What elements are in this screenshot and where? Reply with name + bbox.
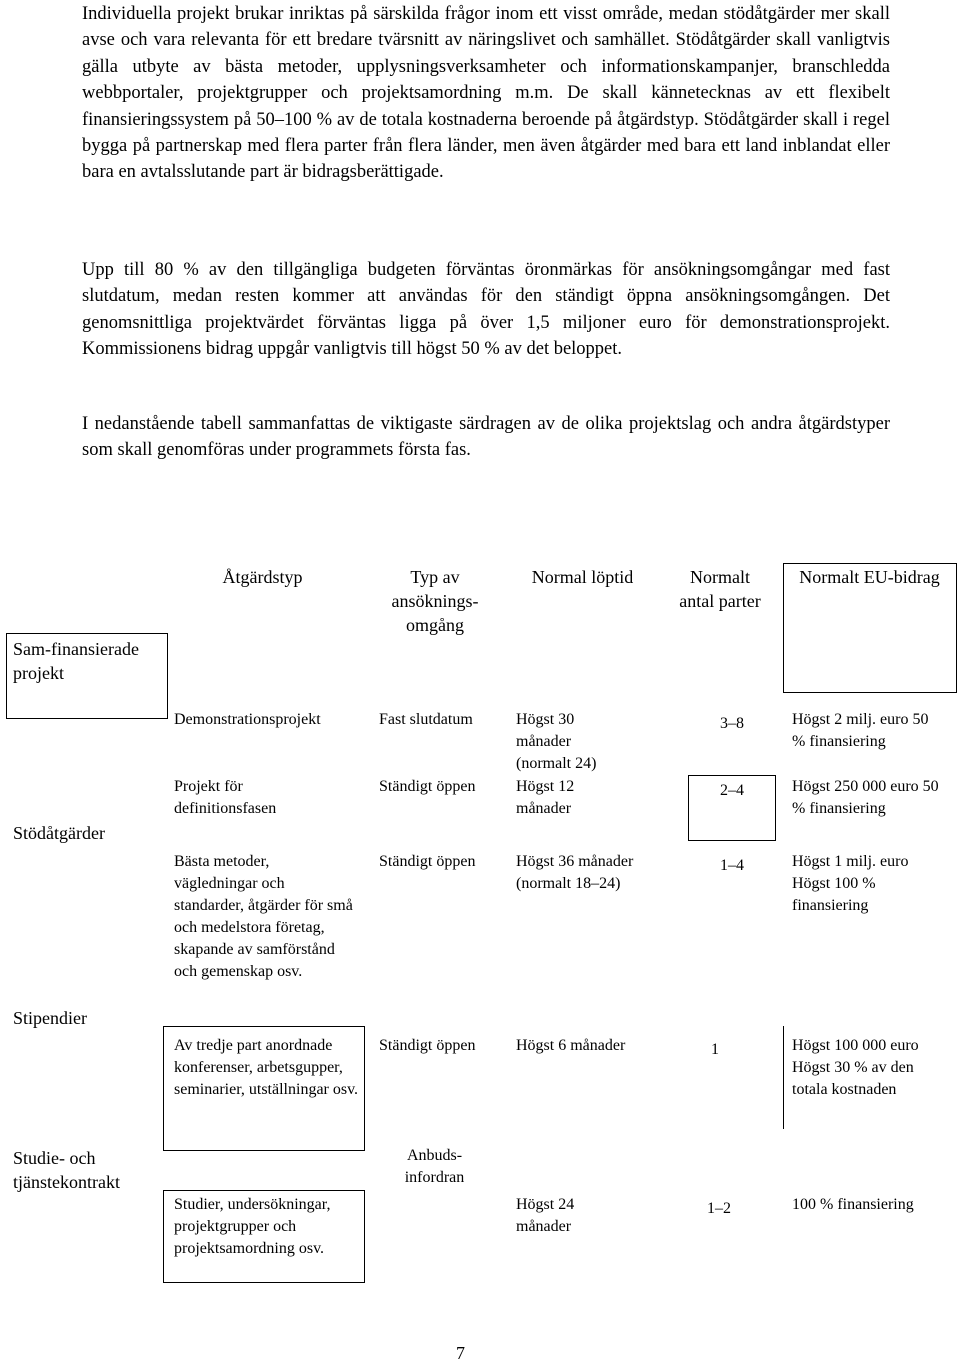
paragraph-table-intro: I nedanstående tabell sammanfattas de viktigaste särdragen av de olika projektslag och andra åtgärdstyper som skall genomföras under programmets första fas. [82,414,890,461]
category-scholarships: Stipendier [13,1008,87,1028]
row1-call-type: Fast slutdatum [379,711,473,728]
row4-eu-funding: Högst 100 000 euro Högst 30 % av den totala kostnaden [792,1037,919,1098]
header-action-type: Åtgärdstyp [222,567,303,587]
row2-call-type: Ständigt öppen [379,778,476,795]
category-study-service-contracts: Studie- och tjänstekontrakt [13,1148,120,1192]
row3-call-type: Ständigt öppen [379,853,476,870]
row1-eu-funding: Högst 2 milj. euro 50 % finansiering [792,711,929,750]
category-cofinanced-projects: Sam-finansierade projekt [13,639,139,683]
row3-eu-funding: Högst 1 milj. euro Högst 100 % finansiering [792,853,909,914]
row5-duration: Högst 24 månader [516,1196,575,1235]
row1-action-type: Demonstrationsprojekt [174,711,321,728]
eu-funding-divider [783,1026,784,1129]
paragraph-budget: Upp till 80 % av den tillgängliga budgeten förväntas öronmärkas för ansökningsomgångar med fast slutdatum, medan resten kommer att användas för den ständigt öppna ansökningsomgången. Det genomsnittliga projektvärdet förväntas ligga på över 1,5 miljoner euro för demonstrationsprojekt. Kommissionens bidrag uppgår vanligtvis till högst 50 % av det beloppet. [82,260,890,360]
row3-action-type: Bästa metoder, vägledningar och standarder, åtgärder för små och medelstora företag, skapande av samförstånd och gemenskap osv. [174,853,353,980]
row2-eu-funding: Högst 250 000 euro 50 % finansiering [792,778,939,817]
header-eu-funding: Normalt EU-bidrag [799,567,940,587]
row5-partners: 1–2 [707,1200,731,1217]
row5-action-type: Studier, undersökningar, projektgrupper och projektsamordning osv. [174,1196,331,1257]
row1-duration: Högst 30 månader (normalt 24) [516,711,597,772]
header-partners: Normalt antal parter [679,567,761,611]
category-support-measures: Stödåtgärder [13,823,105,843]
row5-call-type: Anbuds-infordran [404,1147,465,1186]
header-duration: Normal löptid [531,567,634,587]
row3-partners: 1–4 [720,857,744,874]
row5-eu-funding: 100 % finansiering [792,1196,914,1213]
row3-duration: Högst 36 månader (normalt 18–24) [516,853,634,892]
row4-call-type: Ständigt öppen [379,1037,476,1054]
row4-duration: Högst 6 månader [516,1037,626,1054]
row2-duration: Högst 12 månader [516,778,575,817]
header-call-type: Typ av ansöknings-omgång [391,567,479,635]
row1-partners: 3–8 [720,715,744,732]
row4-partners: 1 [711,1041,719,1058]
row2-partners: 2–4 [720,782,744,799]
page-number: 7 [456,1343,465,1363]
row4-action-type: Av tredje part anordnade konferenser, arbetsgupper, seminarier, utställningar osv. [174,1037,359,1098]
paragraph-support-measures: Individuella projekt brukar inriktas på särskilda frågor inom ett visst område, medan stödåtgärder mer skall avse och vara relevanta för ett bredare tvärsnitt av näringslivet och samhället. Stödåtgärder skall vanligtvis gälla utbyte av bästa metoder, upplysningsverksamheter och informationskampanjer, branschledda webbportaler, projektgrupper och projektsamordning m.m. De skall kännetecknas av ett flexibelt finansieringssystem på 50–100 % av de totala kostnaderna beroende på åtgärdstyp. Stödåtgärder skall i regel bygga på partnerskap med flera parter från flera länder, men även åtgärder med bara ett land inblandat eller bara en avtalsslutande part är bidragsberättigade. [82,4,890,183]
row2-action-type: Projekt för definitionsfasen [174,778,277,817]
